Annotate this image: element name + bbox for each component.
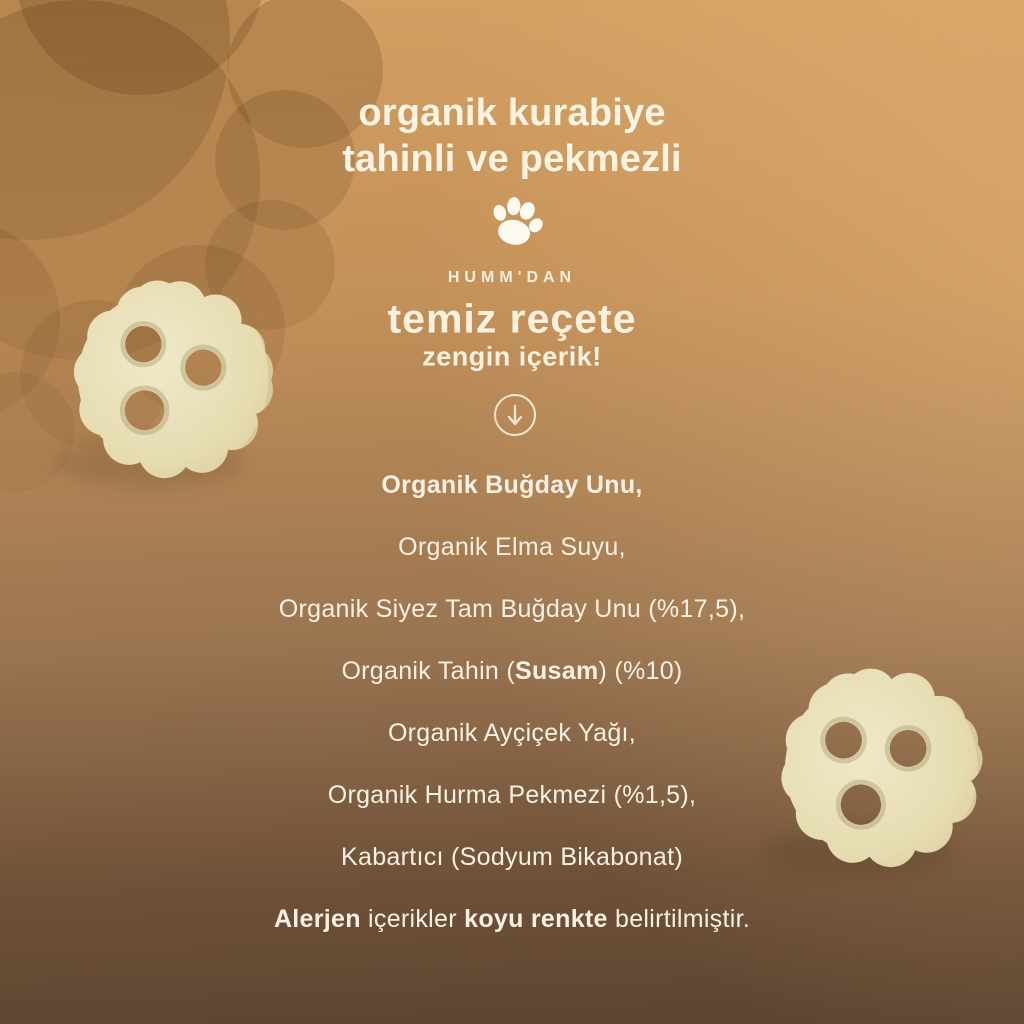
subheadline: zengin içerik! xyxy=(422,341,602,372)
down-arrow-icon xyxy=(492,392,538,438)
headline: temiz reçete xyxy=(387,295,637,342)
title-line-1: organik kurabiye xyxy=(358,92,666,134)
ingredient-line: Organik Ayçiçek Yağı, xyxy=(387,718,637,747)
body-lines xyxy=(0,454,1024,950)
ingredient-line: Organik Siyez Tam Buğday Unu (%17,5), xyxy=(278,594,746,623)
title-line-2: tahinli ve pekmezli xyxy=(342,138,682,180)
brand-line: HUMM'DAN xyxy=(447,269,577,286)
paw-icon xyxy=(478,189,554,259)
ingredient-line: Kabartıcı (Sodyum Bikabonat) xyxy=(341,842,683,871)
ingredient-line: Organik Hurma Pekmezi (%1,5), xyxy=(327,780,697,809)
ingredient-line: Organik Tahin ( Susam ) (%10) xyxy=(341,656,683,685)
ingredient-line: Organik Buğday Unu, xyxy=(381,470,643,499)
allergen-note: Alerjen içerikler koyu renkte belirtilmiştir. xyxy=(273,904,751,933)
ingredient-line: Organik Elma Suyu, xyxy=(398,532,626,561)
page-title xyxy=(0,90,1024,182)
